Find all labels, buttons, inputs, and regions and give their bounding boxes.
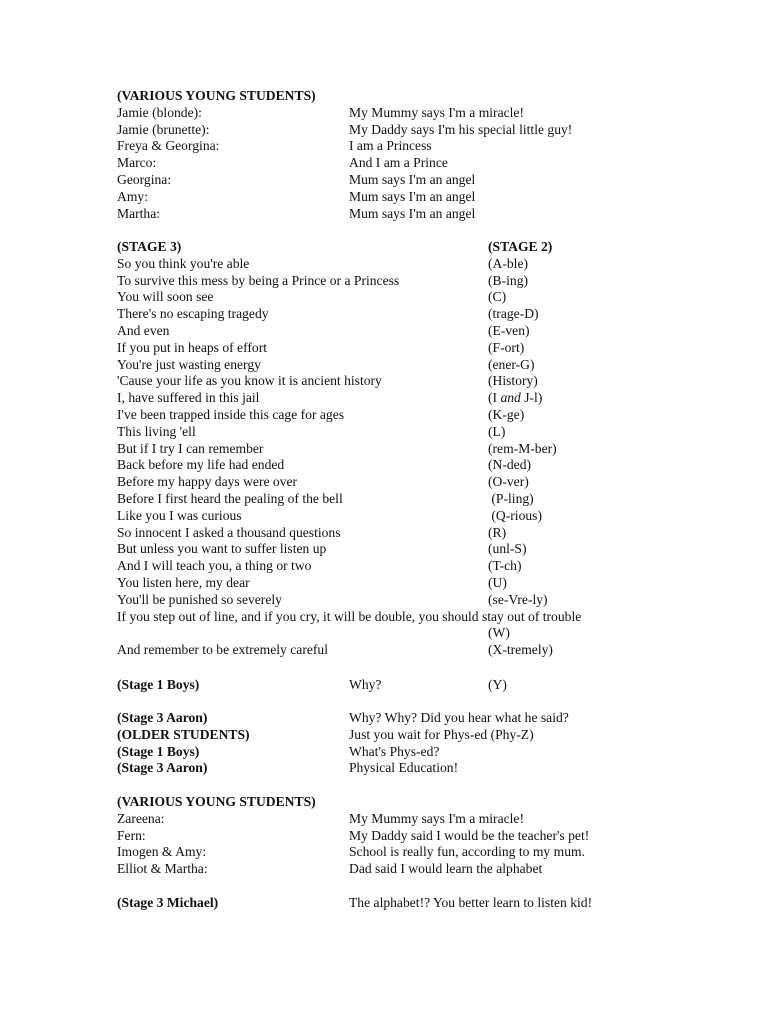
speaker-name: Zareena: xyxy=(117,810,165,826)
stage3-lyric: You'll be punished so severely xyxy=(117,591,282,607)
dialogue-row xyxy=(117,727,757,744)
stage2-lyric: (History) xyxy=(488,373,538,389)
dialogue-line: My Daddy said I would be the teacher's pet! xyxy=(349,827,590,843)
dialogue-line: Mum says I'm an angel xyxy=(349,171,476,187)
stage3-lyric: I, have suffered in this jail xyxy=(117,390,260,406)
stage3-lyric: To survive this mess by being a Prince or a Princess xyxy=(117,272,400,288)
stage3-lyric: I've been trapped inside this cage for ages xyxy=(117,406,345,422)
stage2-lyric: (trage-D) xyxy=(488,306,539,322)
stage2-lyric: (W) xyxy=(488,625,510,641)
stage3-lyric: If you put in heaps of effort xyxy=(117,339,267,355)
stage3-lyric: Back before my life had ended xyxy=(117,457,285,473)
lyric-row xyxy=(117,474,757,491)
dialogue-row xyxy=(117,844,757,861)
dialogue-line: Mum says I'm an angel xyxy=(349,188,476,204)
dialogue-line: I am a Princess xyxy=(349,138,432,154)
stage2-lyric: (Y) xyxy=(488,677,507,692)
dialogue-row xyxy=(117,828,757,845)
stage2-lyric-post: J-l) xyxy=(520,390,543,406)
stage2-lyric: (B-ing) xyxy=(488,272,529,288)
speaker-name: (Stage 1 Boys) xyxy=(117,677,200,692)
dialogue-row xyxy=(117,206,757,223)
lyric-row xyxy=(117,508,757,525)
dialogue-row xyxy=(117,861,757,878)
stage2-lyric: (ener-G) xyxy=(488,356,535,372)
speaker-name: Marco: xyxy=(117,155,157,171)
dialogue-line: Dad said I would learn the alphabet xyxy=(349,861,543,877)
speaker-name: Elliot & Martha: xyxy=(117,861,208,877)
stage2-lyric: (se-Vre-ly) xyxy=(488,591,548,607)
speaker-name: Martha: xyxy=(117,205,161,221)
lyric-row xyxy=(117,541,757,558)
stage3-lyric: Before my happy days were over xyxy=(117,474,298,490)
dialogue-row xyxy=(117,105,757,122)
dialogue-row xyxy=(117,677,757,694)
stage2-lyric xyxy=(488,390,542,407)
dialogue-line: And I am a Prince xyxy=(349,155,448,171)
lyric-row xyxy=(117,525,757,542)
stage2-lyric: (T-ch) xyxy=(488,558,522,574)
stage2-lyric: (Q-rious) xyxy=(488,507,542,523)
stage3-lyric: You're just wasting energy xyxy=(117,356,261,372)
stage2-lyric: (P-ling) xyxy=(488,490,534,506)
dialogue-line: Just you wait for Phys-ed (Phy-Z) xyxy=(349,726,534,742)
stage2-lyric: (X-tremely) xyxy=(488,642,553,658)
stage2-lyric: (R) xyxy=(488,524,507,540)
lyric-row xyxy=(117,407,757,424)
stage3-lyric: So innocent I asked a thousand questions xyxy=(117,524,341,540)
dialogue-line: Why? Why? Did you hear what he said? xyxy=(349,710,569,725)
dialogue-line: School is really fun, according to my mum. xyxy=(349,844,585,860)
lyric-row xyxy=(117,592,757,609)
lyric-row xyxy=(117,441,757,458)
dialogue-row xyxy=(117,122,757,139)
exchange-section xyxy=(117,710,757,777)
dialogue-row xyxy=(117,172,757,189)
lyric-row xyxy=(117,340,757,357)
lyric-row xyxy=(117,390,757,407)
stage2-lyric: (C) xyxy=(488,289,507,305)
stage3-lyric: You listen here, my dear xyxy=(117,574,250,590)
stage2-lyric: (unl-S) xyxy=(488,541,527,557)
lyric-row xyxy=(117,256,757,273)
lyric-row xyxy=(117,323,757,340)
stage3-lyric: And even xyxy=(117,322,170,338)
speaker-name: (Stage 3 Aaron) xyxy=(117,760,208,776)
lyric-row xyxy=(117,306,757,323)
stage2-lyric: (N-ded) xyxy=(488,457,532,473)
stage3-lyric: Before I first heard the pealing of the bell xyxy=(117,490,343,506)
speaker-name: (OLDER STUDENTS) xyxy=(117,726,250,742)
lyric-row xyxy=(117,424,757,441)
lyric-row xyxy=(117,273,757,290)
dialogue-line: Mum says I'm an angel xyxy=(349,205,476,221)
speaker-name: (Stage 3 Aaron) xyxy=(117,710,208,725)
dialogue-row xyxy=(117,895,757,912)
stage3-lyric: You will soon see xyxy=(117,289,214,305)
lyric-row xyxy=(117,289,757,306)
speaker-name: (Stage 3 Michael) xyxy=(117,895,219,910)
section-heading: (VARIOUS YOUNG STUDENTS) xyxy=(117,88,316,103)
stage3-lyric: So you think you're able xyxy=(117,255,250,271)
stage2-lyric: (F-ort) xyxy=(488,339,525,355)
dialogue-row xyxy=(117,744,757,761)
stage3-lyric-long: If you step out of line, and if you cry, it will be double, you should stay out of trouble xyxy=(117,608,582,624)
stage2-lyric: (E-ven) xyxy=(488,322,530,338)
stage3-lyric: But unless you want to suffer listen up xyxy=(117,541,327,557)
lyric-row xyxy=(117,357,757,374)
lyric-row xyxy=(117,642,757,659)
dialogue-row xyxy=(117,138,757,155)
stage3-lyric: This living 'ell xyxy=(117,423,196,439)
stage2-lyric: (L) xyxy=(488,423,506,439)
dialogue-line: My Mummy says I'm a miracle! xyxy=(349,104,524,120)
speaker-name: Jamie (blonde): xyxy=(117,104,202,120)
speaker-name: Amy: xyxy=(117,188,148,204)
stage3-lyric: Like you I was curious xyxy=(117,507,242,523)
various-students-section xyxy=(117,794,757,878)
stage2-lyric: (rem-M-ber) xyxy=(488,440,557,456)
stage3-heading: (STAGE 3) xyxy=(117,239,182,254)
speaker-name: Fern: xyxy=(117,827,146,843)
speaker-name: Imogen & Amy: xyxy=(117,844,207,860)
stage-headings-row xyxy=(117,239,757,256)
stage2-lyric-emphasis: and xyxy=(500,390,521,406)
lyric-row xyxy=(117,558,757,575)
stage3-lyric: There's no escaping tragedy xyxy=(117,306,269,322)
stage2-lyric-pre: (I xyxy=(488,390,501,406)
stage3-lyric: 'Cause your life as you know it is ancient history xyxy=(117,373,382,389)
speaker-name: Georgina: xyxy=(117,171,172,187)
dialogue-row xyxy=(117,155,757,172)
dialogue-line: Why? xyxy=(349,677,382,692)
speaker-name: (Stage 1 Boys) xyxy=(117,743,200,759)
stage3-lyric: And I will teach you, a thing or two xyxy=(117,558,312,574)
lyric-row xyxy=(117,625,757,642)
dialogue-line: What's Phys-ed? xyxy=(349,743,440,759)
lyric-row xyxy=(117,457,757,474)
dialogue-line: The alphabet!? You better learn to listen kid! xyxy=(349,895,593,910)
dialogue-line: My Mummy says I'm a miracle! xyxy=(349,810,524,826)
stage3-lyric: But if I try I can remember xyxy=(117,440,264,456)
lyric-row-long xyxy=(117,609,757,626)
stage2-lyric: (O-ver) xyxy=(488,474,529,490)
stage2-heading: (STAGE 2) xyxy=(488,239,553,254)
dialogue-line: Physical Education! xyxy=(349,760,459,776)
dialogue-row xyxy=(117,760,757,777)
lyric-row xyxy=(117,575,757,592)
dialogue-row xyxy=(117,189,757,206)
speaker-name: Freya & Georgina: xyxy=(117,138,220,154)
dialogue-line: My Daddy says I'm his special little guy! xyxy=(349,121,573,137)
closing-section xyxy=(117,895,757,912)
stage3-lyric: And remember to be extremely careful xyxy=(117,642,328,658)
stage2-lyric: (K-ge) xyxy=(488,406,525,422)
lyric-row xyxy=(117,373,757,390)
stage2-lyric: (U) xyxy=(488,574,507,590)
stage2-lyric: (A-ble) xyxy=(488,255,529,271)
dialogue-row xyxy=(117,710,757,727)
speaker-name: Jamie (brunette): xyxy=(117,121,210,137)
stage-song-section xyxy=(117,239,757,659)
intro-section xyxy=(117,88,757,222)
lyric-row xyxy=(117,491,757,508)
section-heading: (VARIOUS YOUNG STUDENTS) xyxy=(117,794,316,809)
why-section xyxy=(117,677,757,694)
dialogue-row xyxy=(117,811,757,828)
